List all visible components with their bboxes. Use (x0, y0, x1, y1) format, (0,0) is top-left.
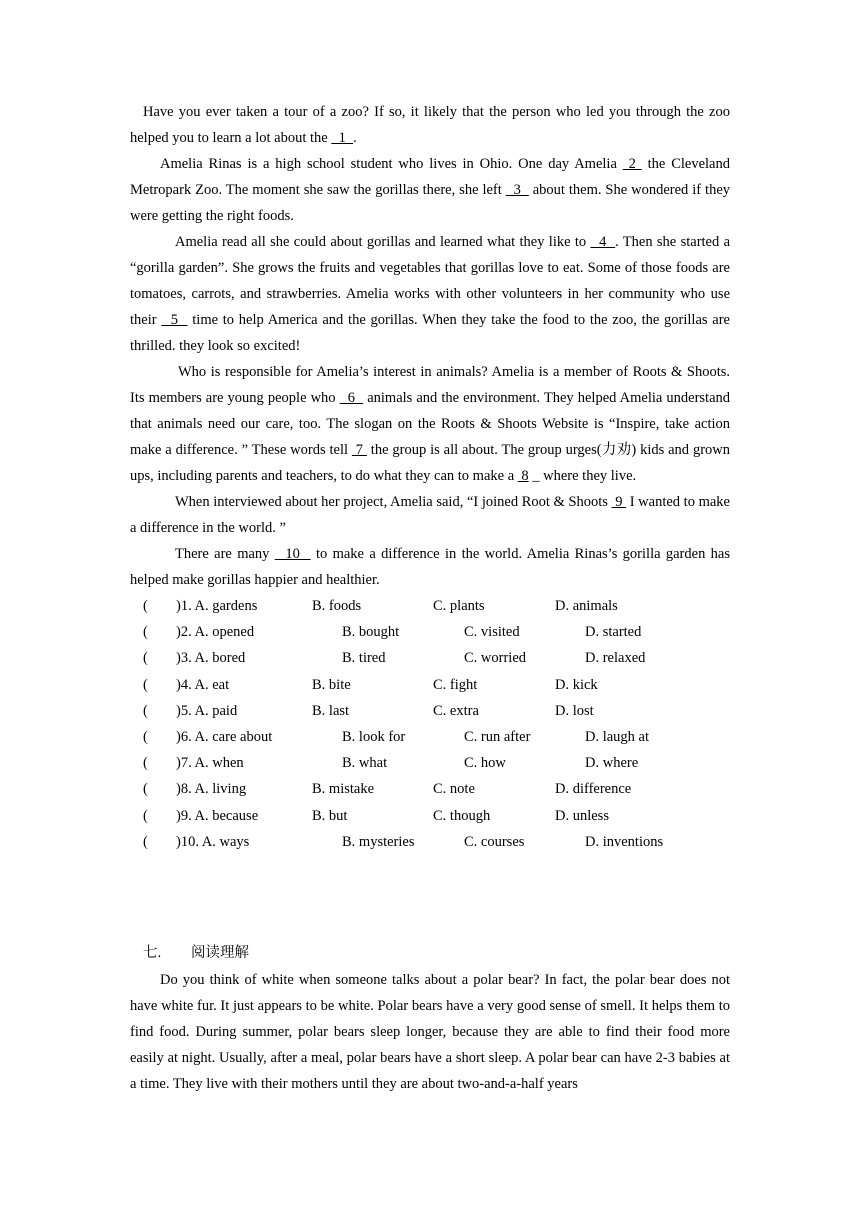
answer-paren: ( (143, 807, 148, 824)
text: animals and the environment. They helped Amelia understand that animals need our care, too. The slogan on the Roots & Shoots Website is “Inspire, take action make a difference. ” These words tell (130, 390, 731, 458)
blank-2: 2 (622, 156, 642, 172)
section-number: 七. (143, 945, 162, 961)
option-c: C. plants (433, 598, 485, 614)
text: Who is responsible for Amelia’s interest in animals? Amelia is a member of Roots & Shoots. Its members are young people who (130, 364, 730, 406)
option-b: B. foods (312, 598, 362, 614)
text: to make a difference in the world. Amelia Rinas’s gorilla garden has helped make gorillas happier and healthier. (130, 546, 730, 588)
option-c: C. extra (433, 702, 479, 719)
text: There are many (175, 546, 275, 562)
text: . (353, 130, 357, 146)
option-c: C. how (464, 755, 506, 772)
text: _ where they live. (528, 468, 637, 484)
answer-paren: ( (143, 702, 148, 719)
option-c: C. run after (464, 728, 531, 745)
option-b: B. bought (342, 624, 400, 641)
option-b: B. tired (342, 650, 386, 667)
option-a: )2. A. opened (176, 624, 255, 641)
option-d: D. where (585, 755, 639, 772)
option-a: )4. A. eat (176, 676, 230, 693)
text: about them. She wondered if they were getting the right foods. (130, 182, 731, 224)
blank-5: 5 (161, 312, 188, 328)
option-d: D. started (585, 624, 642, 641)
section-heading (143, 940, 249, 966)
question-row (130, 645, 730, 671)
text: I wanted to make a difference in the world. ” (130, 494, 730, 536)
paragraph-5 (130, 489, 730, 541)
blank-8: 8 (517, 468, 529, 484)
text: Have you ever taken a tour of a zoo? If so, it likely that the person who led you through the zoo helped you to learn a lot about the (130, 104, 730, 146)
question-row (130, 776, 730, 802)
option-d: D. inventions (585, 833, 664, 850)
option-b: B. bite (312, 676, 351, 693)
reading-paragraph: Do you think of white when someone talks about a polar bear? In fact, the polar bear does not have white fur. It just appears to be white. Polar bears have a very good sense of smell. It helps them to find food. During summer, polar bears sleep longer, because they are able to find their food more easily at night. Usually, after a meal, polar bears have a short sleep. A polar bear can have 2-3 babies at a time. They live with their mothers until they are about two-and-a-half years (130, 972, 730, 1092)
option-a: )10. A. ways (176, 833, 250, 850)
option-a: )1. A. gardens (176, 598, 258, 614)
question-row (130, 724, 730, 750)
question-row (130, 750, 730, 776)
option-c: C. courses (464, 833, 525, 850)
text: the Cleveland Metropark Zoo. The moment she saw the gorillas there, she left (130, 156, 730, 198)
option-d: D. laugh at (585, 728, 650, 745)
paragraph-1 (130, 99, 730, 151)
option-c: C. fight (433, 676, 478, 693)
question-list (130, 593, 730, 855)
option-b: B. but (312, 807, 348, 824)
paragraph-2 (130, 151, 730, 229)
option-c: C. worried (464, 650, 527, 667)
blank-4: 4 (590, 234, 616, 250)
option-c: C. though (433, 807, 491, 824)
cloze-passage (130, 99, 730, 855)
paragraph-3 (130, 229, 730, 359)
text: Amelia read all she could about gorillas and learned what they like to (175, 234, 591, 250)
text: the group is all about. The group urges(力劝) kids and grown ups, including parents and teachers, to do what they can to make a (130, 442, 730, 484)
option-b: B. mysteries (342, 833, 415, 850)
blank-10: 10 (274, 546, 311, 562)
answer-paren: ( (143, 728, 148, 745)
answer-paren: ( (143, 598, 148, 614)
option-d: D. lost (555, 702, 594, 719)
option-d: D. relaxed (585, 650, 646, 667)
option-a: )6. A. care about (176, 728, 273, 745)
paragraph-4 (130, 359, 730, 489)
option-a: )8. A. living (176, 781, 247, 798)
question-row (130, 829, 730, 855)
option-c: C. visited (464, 624, 520, 641)
option-b: B. mistake (312, 781, 375, 798)
option-d: D. kick (555, 676, 598, 693)
answer-paren: ( (143, 755, 148, 772)
answer-paren: ( (143, 676, 148, 693)
option-d: D. unless (555, 807, 609, 824)
option-b: B. last (312, 702, 350, 719)
question-row (130, 803, 730, 829)
option-a: )7. A. when (176, 755, 244, 772)
option-a: )3. A. bored (176, 650, 246, 667)
text: Amelia Rinas is a high school student who lives in Ohio. One day Amelia (160, 156, 623, 172)
blank-6: 6 (339, 390, 364, 406)
text: . Then she started a “gorilla garden”. She grows the fruits and vegetables that gorillas love to eat. Some of those foods are tomatoes, carrots, and strawberries. Amelia works with other volunteers in her community who use their (130, 234, 731, 328)
blank-9: 9 (611, 494, 627, 510)
question-row (130, 619, 730, 645)
answer-paren: ( (143, 624, 148, 641)
option-a: )9. A. because (176, 807, 259, 824)
option-b: B. look for (342, 728, 406, 745)
option-b: B. what (342, 755, 388, 772)
option-a: )5. A. paid (176, 702, 238, 719)
option-d: D. difference (555, 781, 632, 798)
question-row (130, 593, 730, 619)
blank-7: 7 (351, 442, 367, 458)
answer-paren: ( (143, 833, 148, 850)
question-row (130, 672, 730, 698)
answer-paren: ( (143, 781, 148, 798)
option-c: C. note (433, 781, 475, 798)
answer-paren: ( (143, 650, 148, 667)
section-title: 阅读理解 (191, 945, 249, 961)
question-row (130, 698, 730, 724)
text: time to help America and the gorillas. When they take the food to the zoo, the gorillas are thrilled. they look so excited! (130, 312, 730, 354)
text: When interviewed about her project, Amelia said, “I joined Root & Shoots (175, 494, 612, 510)
option-d: D. animals (555, 598, 618, 614)
blank-3: 3 (505, 182, 529, 198)
paragraph-6 (130, 541, 730, 593)
blank-1: 1 (331, 130, 354, 146)
reading-passage (130, 967, 730, 1097)
